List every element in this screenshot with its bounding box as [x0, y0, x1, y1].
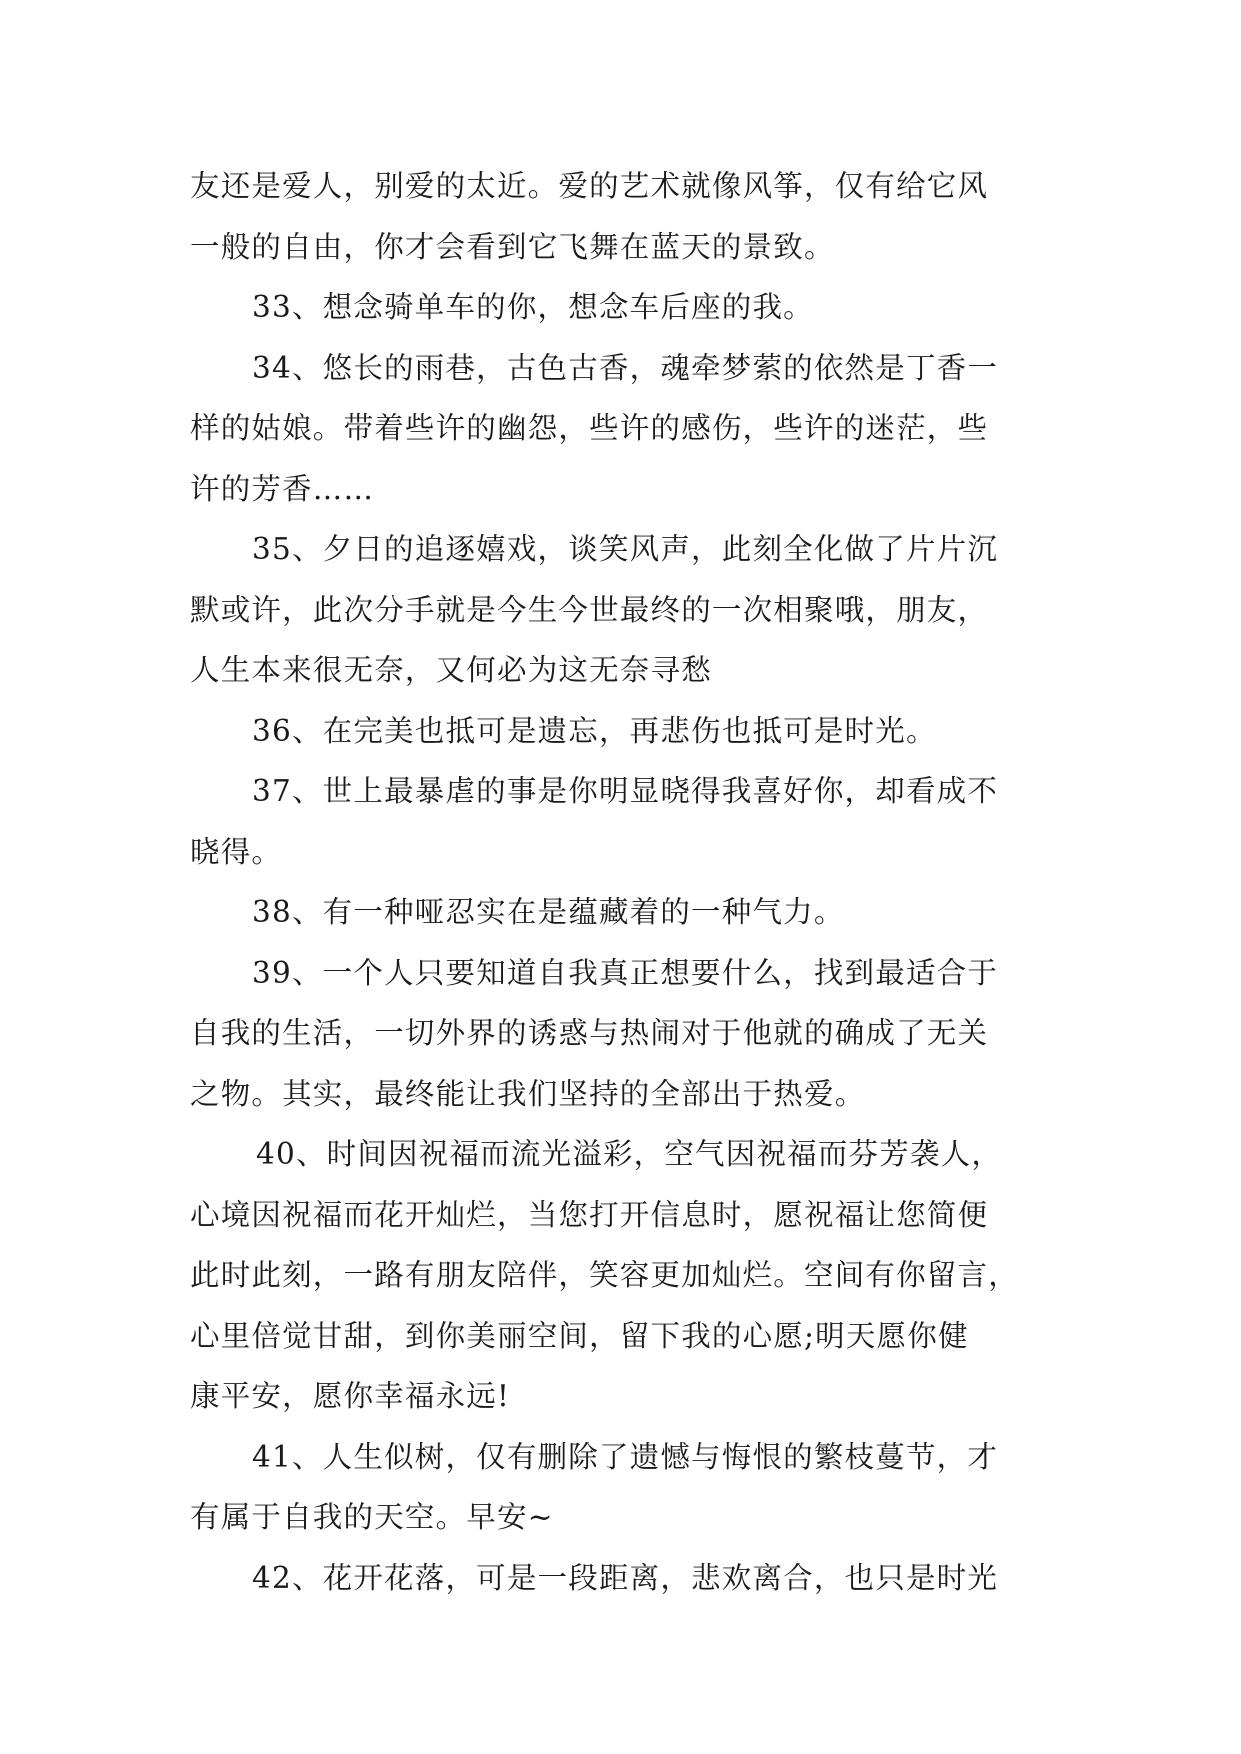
paragraph-39 [190, 943, 1050, 1125]
text-line: 一般的自由，你才会看到它飞舞在蓝天的景致。 [190, 229, 835, 264]
paragraph-32-continuation [190, 156, 1050, 277]
text-line: 40、时间因祝福而流光溢彩，空气因祝福而芬芳袭人， [256, 1137, 1003, 1171]
text-line: 样的姑娘。带着些许的幽怨，些许的感伤，些许的迷茫，些 [190, 411, 989, 445]
text-line: 37、世上最暴虐的事是你明显晓得我喜好你，却看成不 [252, 774, 999, 808]
text-line: 34、悠长的雨巷，古色古香，魂牵梦萦的依然是丁香一 [252, 350, 999, 385]
text-line: 晓得。 [190, 834, 283, 869]
text-line: 友还是爱人，别爱的太近。爱的艺术就像风筝，仅有给它风 [190, 169, 989, 203]
paragraph-38 [190, 882, 1050, 943]
paragraph-41 [190, 1427, 1050, 1548]
text-line: 默或许，此次分手就是今生今世最终的一次相聚哦，朋友， [190, 592, 989, 627]
text-line: 人生本来很无奈，又何必为这无奈寻愁 [190, 653, 712, 687]
text-line: 35、夕日的追逐嬉戏，谈笑风声，此刻全化做了片片沉 [252, 532, 999, 566]
text-line: 自我的生活，一切外界的诱惑与热闹对于他就的确成了无关 [190, 1016, 989, 1050]
text-line: 心境因祝福而花开灿烂，当您打开信息时，愿祝福让您简便 [190, 1197, 989, 1232]
document-body [190, 156, 1050, 1608]
paragraph-35 [190, 519, 1050, 701]
text-line: 有属于自我的天空。早安~ [190, 1500, 554, 1534]
text-line: 康平安，愿你幸福永远! [190, 1379, 511, 1413]
paragraph-33 [190, 277, 1050, 338]
paragraph-37 [190, 761, 1050, 882]
paragraph-34 [190, 338, 1050, 520]
text-line: 心里倍觉甘甜，到你美丽空间，留下我的心愿;明天愿你健 [190, 1318, 969, 1353]
text-line: 之物。其实，最终能让我们坚持的全部出于热爱。 [190, 1076, 866, 1111]
text-line: 41、人生似树，仅有删除了遗憾与悔恨的繁枝蔓节，才 [252, 1439, 999, 1474]
paragraph-40 [190, 1124, 1050, 1427]
text-line: 42、花开花落，可是一段距离，悲欢离合，也只是时光 [252, 1560, 999, 1595]
paragraph-36 [190, 701, 1050, 762]
text-line: 38、有一种哑忍实在是蕴藏着的一种气力。 [252, 895, 845, 929]
text-line: 39、一个人只要知道自我真正想要什么，找到最适合于 [252, 955, 999, 990]
text-line: 33、想念骑单车的你，想念车后座的我。 [252, 290, 814, 324]
paragraph-42 [190, 1548, 1050, 1609]
text-line: 许的芳香…… [190, 471, 375, 506]
text-line: 此时此刻，一路有朋友陪伴，笑容更加灿烂。空间有你留言， [190, 1258, 1019, 1292]
text-line: 36、在完美也抵可是遗忘，再悲伤也抵可是时光。 [252, 713, 937, 748]
